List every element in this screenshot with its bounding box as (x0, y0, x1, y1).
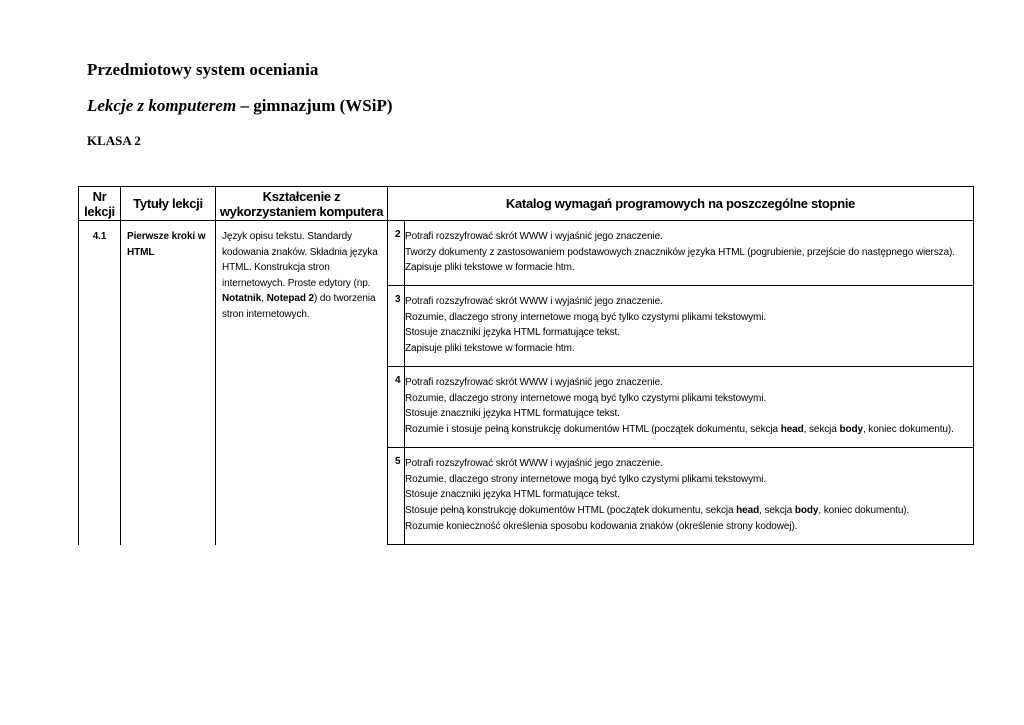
header-katalog-wymagan: Katalog wymagań programowych na poszczególne stopnie (505, 196, 856, 211)
grade-5-requirements (405, 456, 909, 535)
education-text-2: ) do tworzenia stron internetowych. (222, 293, 376, 320)
grade-divider-3 (387, 447, 974, 448)
req-head-keyword: head (780, 424, 804, 436)
requirement-line: Potrafi rozszyfrować skrót WWW i wyjaśnić jego znaczenie. (405, 296, 663, 307)
lesson-education (222, 229, 382, 322)
grade-3-requirements (405, 294, 766, 357)
document-subtitle (87, 96, 393, 116)
subtitle-rest: – gimnazjum (WSiP) (236, 96, 393, 115)
requirement-line (405, 422, 954, 438)
req-text: , koniec dokumentu). (818, 505, 910, 517)
requirement-line: Potrafi rozszyfrować skrót WWW i wyjaśnić jego znaczenie. (405, 458, 663, 469)
lesson-title: Pierwsze kroki w HTML (127, 231, 206, 258)
requirement-line: Rozumie konieczność określenia sposobu kodowania znaków (określenie strony kodowej). (405, 520, 798, 532)
education-sep: , (261, 293, 267, 304)
header-tytuly-lekcji: Tytuły lekcji (133, 196, 203, 211)
req-text: , sekcja (759, 505, 795, 517)
grade-4-requirements (405, 375, 954, 438)
requirement-line: Tworzy dokumenty z zastosowaniem podstawowych znaczników języka HTML (pogrubienie, przejście do następnego wiersza). (405, 246, 955, 258)
requirement-line: Stosuje znaczniki języka HTML formatujące tekst. (405, 408, 620, 420)
requirement-line: Stosuje znaczniki języka HTML formatujące tekst. (405, 327, 620, 339)
header-bottom-border (78, 220, 974, 221)
requirement-line: Potrafi rozszyfrować skrót WWW i wyjaśnić jego znaczenie. (405, 231, 663, 242)
req-text: Rozumie i stosuje pełną konstrukcję dokumentów HTML (początek dokumentu, sekcja (405, 424, 781, 436)
grade-2-requirements (405, 229, 955, 276)
col-border-2 (215, 186, 216, 545)
grade-divider-2 (387, 366, 974, 367)
header-nr-lekcji: Nr lekcji (84, 188, 115, 219)
req-body-keyword: body (794, 505, 819, 517)
education-text-1: Język opisu tekstu. Standardy kodowania znaków. Składnia języka HTML. Konstrukcja stron internetowych. Proste edytory (np. (222, 231, 378, 289)
col-border-1 (120, 186, 121, 545)
education-notepad: Notepad 2 (266, 293, 315, 304)
grade-bottom-border (387, 544, 974, 545)
class-label: KLASA 2 (87, 133, 141, 148)
requirement-line: Rozumie, dlaczego strony internetowe mogą być tylko czystymi plikami tekstowymi. (405, 473, 767, 485)
req-body-keyword: body (839, 424, 863, 436)
grade-4-number: 4 (395, 375, 401, 386)
grade-3-number: 3 (395, 294, 401, 305)
requirement-line: Rozumie, dlaczego strony internetowe mogą być tylko czystymi plikami tekstowymi. (405, 311, 767, 323)
requirement-line: Potrafi rozszyfrować skrót WWW i wyjaśnić jego znaczenie. (405, 377, 663, 388)
req-text: , sekcja (803, 424, 840, 436)
requirement-line: Stosuje znaczniki języka HTML formatujące tekst. (405, 489, 620, 501)
requirement-line: Zapisuje pliki tekstowe w formacie htm. (405, 262, 575, 274)
subtitle-italic: Lekcje z komputerem (87, 96, 237, 115)
requirement-line (405, 503, 909, 519)
lesson-number: 4.1 (92, 231, 107, 242)
requirement-line: Rozumie, dlaczego strony internetowe mogą być tylko czystymi plikami tekstowymi. (405, 392, 767, 404)
header-ksztalcenie: Kształcenie z wykorzystaniem komputera (219, 188, 384, 219)
req-head-keyword: head (736, 505, 760, 517)
requirement-line: Zapisuje pliki tekstowe w formacie htm. (405, 343, 575, 355)
document-title: Przedmiotowy system oceniania (87, 60, 319, 79)
req-text: Stosuje pełną konstrukcję dokumentów HTML (początek dokumentu, sekcja (405, 505, 737, 517)
grade-2-number: 2 (395, 229, 401, 240)
req-text: , koniec dokumentu). (862, 424, 954, 436)
education-notatnik: Notatnik (222, 293, 262, 304)
grade-5-number: 5 (395, 456, 401, 467)
grade-divider-1 (387, 285, 974, 286)
